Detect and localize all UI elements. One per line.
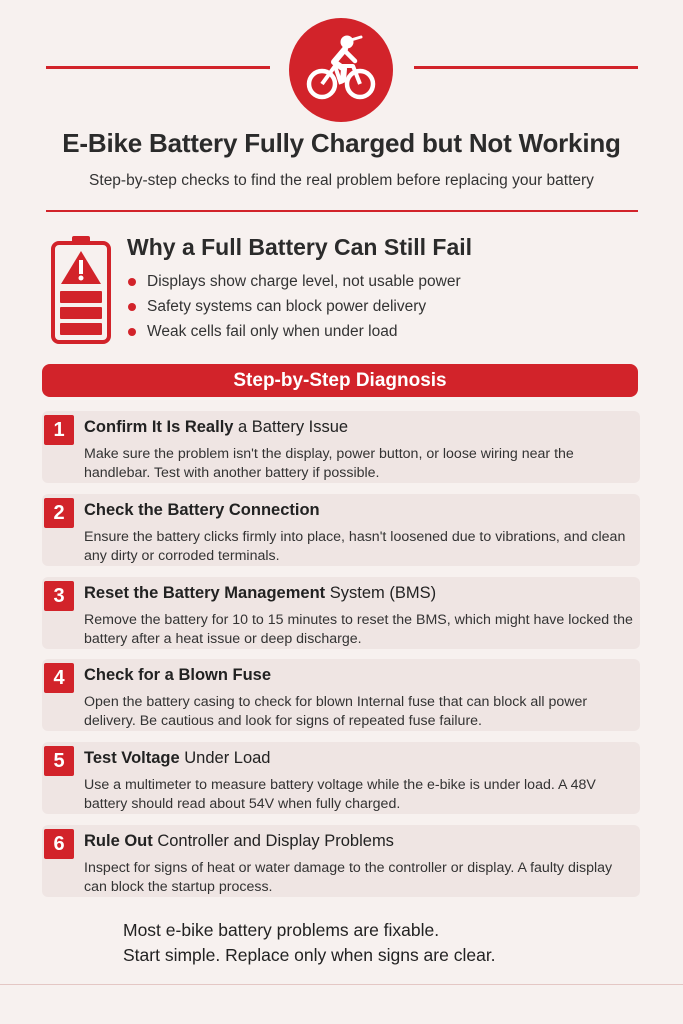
header-divider-left: [46, 66, 270, 69]
battery-warning-icon: [50, 235, 112, 345]
header-divider-right: [414, 66, 638, 69]
step-description: Inspect for signs of heat or water damage to the controller or display. A faulty display can block the startup process.: [84, 860, 613, 895]
page-subtitle: Step-by-step checks to find the real problem before replacing your battery: [89, 172, 594, 189]
logo: [289, 18, 393, 122]
step-number: 2: [44, 498, 74, 528]
why-heading: Why a Full Battery Can Still Fail: [127, 234, 473, 260]
bullet-icon: [128, 303, 136, 311]
footer-note: [123, 918, 496, 968]
step-card: [42, 742, 640, 814]
why-list: [127, 272, 461, 347]
step-card: [42, 659, 640, 731]
step-description: Ensure the battery clicks firmly into place, hasn't loosened due to vibrations, and clean any dirty or corroded terminals.: [84, 529, 626, 564]
step-card: [42, 577, 640, 649]
step-description: Remove the battery for 10 to 15 minutes to reset the BMS, which might have locked the battery after a heat issue or deep discharge.: [84, 612, 633, 647]
step-title: Check the Battery Connection: [84, 501, 320, 519]
step-number: 1: [44, 415, 74, 445]
step-number: 6: [44, 829, 74, 859]
cyclist-icon: [289, 18, 393, 122]
bullet-icon: [128, 278, 136, 286]
list-item: Weak cells fail only when under load: [127, 322, 461, 347]
list-item: Safety systems can block power delivery: [127, 297, 461, 322]
step-card: [42, 825, 640, 897]
step-card: [42, 411, 640, 483]
footer-line: Most e-bike battery problems are fixable.: [123, 920, 440, 940]
step-card: [42, 494, 640, 566]
step-number: 3: [44, 581, 74, 611]
bottom-divider: [0, 984, 683, 985]
step-title: Test Voltage Under Load: [84, 749, 271, 767]
list-item: Displays show charge level, not usable power: [127, 272, 461, 297]
step-number: 5: [44, 746, 74, 776]
bullet-icon: [128, 328, 136, 336]
divider: [46, 210, 638, 212]
step-description: Open the battery casing to check for blown Internal fuse that can block all power delivery. Be cautious and look for signs of repeated fuse failure.: [84, 694, 588, 729]
step-description: Use a multimeter to measure battery voltage while the e-bike is under load. A 48V battery should read about 54V when fully charged.: [84, 777, 596, 812]
step-title: Reset the Battery Management System (BMS): [84, 584, 437, 602]
page-title: E-Bike Battery Fully Charged but Not Working: [62, 128, 621, 158]
step-title: Check for a Blown Fuse: [84, 666, 272, 684]
footer-line: Start simple. Replace only when signs are clear.: [123, 945, 496, 965]
step-title: Rule Out Controller and Display Problems: [84, 832, 394, 850]
step-title: Confirm It Is Really a Battery Issue: [84, 418, 349, 436]
step-number: 4: [44, 663, 74, 693]
diagnosis-banner: Step-by-Step Diagnosis: [42, 364, 638, 397]
step-description: Make sure the problem isn't the display, power button, or loose wiring near the handlebar. Test with another battery if possible.: [84, 446, 574, 481]
